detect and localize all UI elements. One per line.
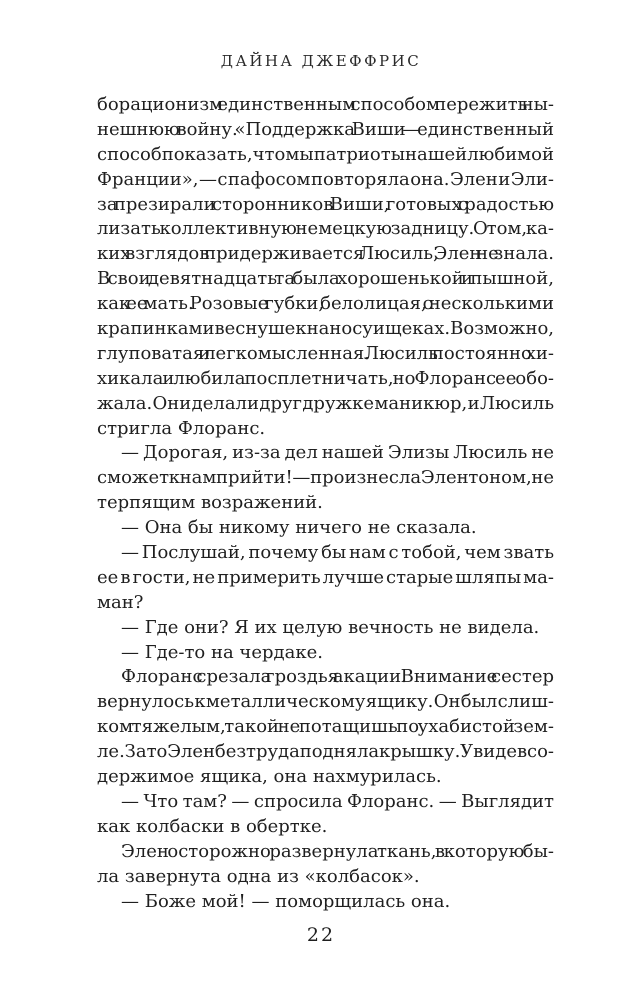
running-header: ДАЙНА ДЖЕФФРИС [220, 52, 422, 70]
text-line: — Где они? Я их целую вечность не видела. [121, 616, 540, 638]
text-line: хикала и любила посплетничать, но Флоранс ее обо- [97, 367, 554, 389]
body-text [97, 93, 554, 914]
text-line: Элен осторожно развернула ткань, в которую бы- [121, 840, 554, 862]
text-line: лизать коллективную немецкую задницу. О том, ка- [97, 218, 555, 240]
text-line: нешнюю войну. «Поддержка Виши — единственный [97, 118, 554, 140]
text-line: — Послушай, почему бы нам с тобой, чем звать [121, 542, 554, 564]
text-line: вернулось к металлическому ящику. Он был слиш- [97, 691, 554, 713]
text-line: способ показать, что мы патриоты нашей любимой [97, 143, 554, 165]
text-line: ле. Зато Элен без труда подняла крышку. Увидев со- [97, 741, 554, 763]
text-line: — Она бы никому ничего не сказала. [121, 517, 477, 539]
text-line: ла завернута одна из «колбасок». [97, 865, 420, 887]
text-line: ман? [97, 591, 144, 613]
text-line: держимое ящика, она нахмурилась. [97, 766, 442, 788]
text-line: ее в гости, не примерить лучше старые шляпы ма- [97, 566, 554, 588]
text-line: борационизм единственным способом пережить ны- [97, 94, 554, 115]
text-line: крапинками веснушек на носу и щеках. Возможно, [97, 318, 555, 340]
text-line: как колбаски в обертке. [97, 815, 328, 837]
text-line: — Где-то на чердаке. [121, 641, 323, 663]
text-line: Франции», — с пафосом повторяла она. Элен и Эли- [97, 168, 554, 190]
text-line: Флоранс срезала гроздья акации. Внимание сестер [121, 666, 554, 688]
text-line: глуповатая и легкомысленная. Люсиль постоянно хи- [97, 342, 554, 364]
text-line: жала. Они делали друг дружке маникюр, и Люсиль [97, 392, 554, 414]
text-line: терпящим возражений. [97, 492, 323, 514]
text-line: как ее мать. Розовые губки, белолицая, с несколькими [97, 293, 554, 315]
text-line: ких взглядов придерживается Люсиль, Элен не знала. [97, 243, 554, 265]
text-line: — Дорогая, из-за дел нашей Элизы Люсиль не [121, 442, 554, 464]
text-line: стригла Флоранс. [97, 417, 266, 439]
text-line: ком тяжелым, такой не потащишь по ухабистой зем- [97, 716, 554, 738]
page-number: 22 [306, 924, 336, 946]
text-line: сможет к нам прийти! — произнесла Элен тоном, не [97, 467, 554, 489]
text-line: за презирали сторонников Виши, готовых с радостью [97, 193, 554, 215]
text-line: — Боже мой! — поморщилась она. [121, 890, 451, 912]
text-line: В свои девятнадцать та была хорошенькой и пышной, [97, 268, 554, 290]
text-line: — Что там? — спросила Флоранс. — Выглядит [121, 790, 554, 812]
